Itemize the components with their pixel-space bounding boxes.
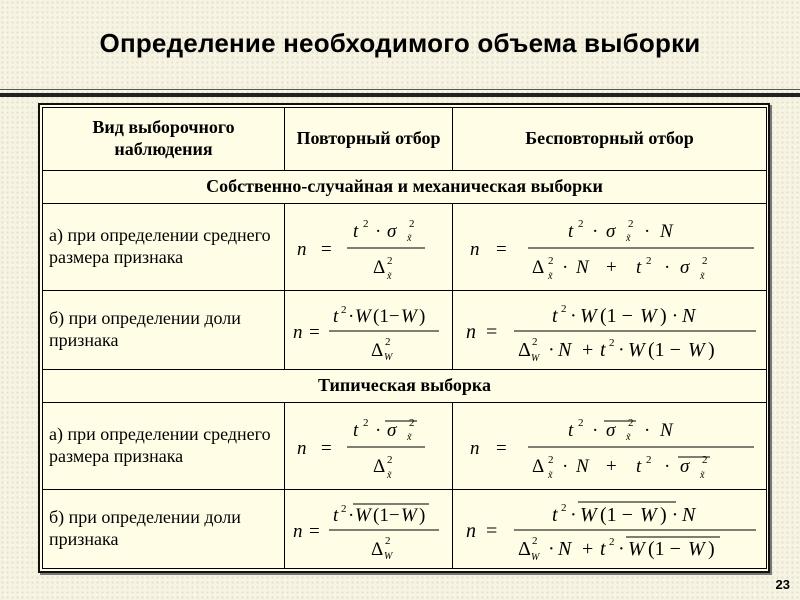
svg-text:Δ: Δ <box>517 339 531 361</box>
table-row <box>43 403 767 490</box>
svg-text:t: t <box>332 505 338 526</box>
table-header-row <box>43 108 767 171</box>
svg-text:2: 2 <box>386 255 392 267</box>
svg-text:(1 −: (1 − <box>647 538 681 560</box>
section-title-typical: Типическая выборка <box>43 370 767 403</box>
svg-text:W: W <box>383 551 392 562</box>
svg-text:t: t <box>567 420 573 441</box>
svg-text:N: N <box>575 456 589 477</box>
svg-text:+: + <box>581 538 593 560</box>
svg-text:x̃: x̃ <box>699 470 704 481</box>
svg-text:W: W <box>579 305 597 327</box>
svg-text:2: 2 <box>531 336 537 348</box>
svg-text:W: W <box>687 339 705 361</box>
section-row <box>43 370 767 403</box>
formula-typical-nonrepeat-mean-svg <box>460 406 760 486</box>
svg-text:σ: σ <box>386 221 396 242</box>
svg-text:W: W <box>530 552 539 563</box>
svg-text:σ: σ <box>605 221 615 242</box>
svg-text:2: 2 <box>408 417 414 429</box>
svg-text:+: + <box>581 339 593 361</box>
svg-text:n: n <box>465 520 476 542</box>
svg-text:(1 −: (1 − <box>647 339 681 361</box>
svg-text:σ: σ <box>679 456 689 477</box>
formula-nonrepeat-share-svg <box>460 294 760 366</box>
row-label: а) при определении среднего размера признака <box>43 204 285 291</box>
svg-text:N: N <box>681 305 695 327</box>
svg-text:2: 2 <box>701 255 707 267</box>
svg-text:+: + <box>605 257 617 278</box>
svg-text:x̃: x̃ <box>406 432 411 443</box>
svg-text:·: · <box>547 339 555 361</box>
svg-text:σ: σ <box>605 420 615 441</box>
svg-text:W: W <box>354 505 371 526</box>
header-repeat-selection: Повторный отбор <box>285 108 453 171</box>
svg-text:t: t <box>635 456 641 477</box>
svg-text:·: · <box>591 420 598 441</box>
svg-text:n: n <box>469 438 479 459</box>
svg-text:n: n <box>292 322 302 343</box>
svg-text:x̃: x̃ <box>547 271 552 282</box>
svg-text:x̃: x̃ <box>386 271 391 282</box>
svg-text:2: 2 <box>547 454 553 466</box>
svg-text:2: 2 <box>627 417 633 429</box>
svg-text:x̃: x̃ <box>699 271 704 282</box>
svg-text:): ) <box>707 538 715 560</box>
svg-text:·: · <box>561 257 568 278</box>
page-number: 23 <box>775 577 790 592</box>
svg-text:·: · <box>347 306 354 327</box>
svg-text:·: · <box>374 420 381 441</box>
header-nonrepeat-selection: Бесповторный отбор <box>453 108 767 171</box>
svg-text:=: = <box>320 239 332 260</box>
svg-text:2: 2 <box>645 454 651 466</box>
svg-text:·: · <box>643 420 650 441</box>
header-observation-type: Вид выборочного наблюдения <box>43 108 285 171</box>
svg-text:): ) <box>707 339 715 361</box>
svg-text:): ) <box>418 306 425 327</box>
svg-text:W: W <box>354 306 371 327</box>
svg-text:2: 2 <box>560 502 566 514</box>
row-label: б) при определении доли признака <box>43 490 285 569</box>
svg-text:=: = <box>320 438 332 459</box>
svg-text:W: W <box>687 538 705 560</box>
svg-text:) ·: ) · <box>659 305 678 327</box>
svg-text:t: t <box>599 538 606 560</box>
svg-text:2: 2 <box>627 218 633 230</box>
svg-text:t: t <box>551 504 558 526</box>
slide-title: Определение необходимого объема выборки <box>99 28 701 58</box>
formula-repeat-share-svg <box>289 294 449 366</box>
row-label: б) при определении доли признака <box>43 291 285 370</box>
svg-text:2: 2 <box>608 337 614 349</box>
svg-text:·: · <box>591 221 598 242</box>
formula-typical-repeat-mean <box>285 403 453 490</box>
svg-text:2: 2 <box>608 536 614 548</box>
svg-text:t: t <box>635 257 641 278</box>
svg-text:W: W <box>639 504 657 526</box>
svg-text:Δ: Δ <box>370 340 383 361</box>
svg-text:2: 2 <box>645 255 651 267</box>
formula-nonrepeat-mean-svg <box>460 207 760 287</box>
svg-text:x̃: x̃ <box>406 233 411 244</box>
formula-typical-nonrepeat-mean <box>453 403 767 490</box>
svg-text:·: · <box>643 221 650 242</box>
svg-text:σ: σ <box>679 257 689 278</box>
svg-text:t: t <box>332 306 338 327</box>
svg-text:W: W <box>579 504 597 526</box>
svg-text:n: n <box>296 239 306 260</box>
svg-text:2: 2 <box>386 454 392 466</box>
formula-repeat-mean <box>285 204 453 291</box>
svg-text:=: = <box>485 520 497 542</box>
svg-text:t: t <box>352 420 358 441</box>
svg-text:): ) <box>418 505 425 526</box>
formula-nonrepeat-mean <box>453 204 767 291</box>
svg-text:2: 2 <box>340 503 346 515</box>
svg-text:N: N <box>575 257 589 278</box>
svg-text:2: 2 <box>340 304 346 316</box>
svg-text:2: 2 <box>577 218 583 230</box>
svg-text:N: N <box>557 538 571 560</box>
svg-text:=: = <box>495 438 507 459</box>
sample-size-table <box>42 107 767 569</box>
svg-text:W: W <box>400 306 417 327</box>
formula-repeat-mean-svg <box>289 207 449 287</box>
svg-text:W: W <box>639 305 657 327</box>
svg-text:W: W <box>530 353 539 364</box>
svg-text:·: · <box>663 257 670 278</box>
formula-nonrepeat-share <box>453 291 767 370</box>
svg-text:Δ: Δ <box>531 456 544 477</box>
svg-text:t: t <box>551 305 558 327</box>
section-title-random: Собственно-случайная и механическая выборки <box>43 171 767 204</box>
svg-text:2: 2 <box>362 417 368 429</box>
svg-text:Δ: Δ <box>370 539 383 560</box>
svg-text:(1 −: (1 − <box>599 305 633 327</box>
formula-repeat-share <box>285 291 453 370</box>
svg-text:2: 2 <box>701 454 707 466</box>
svg-text:n: n <box>469 239 479 260</box>
formula-typical-repeat-mean-svg <box>289 406 449 486</box>
svg-text:) ·: ) · <box>659 504 678 526</box>
svg-text:=: = <box>308 521 320 542</box>
svg-text:N: N <box>659 221 673 242</box>
svg-text:n: n <box>465 321 476 343</box>
formula-typical-repeat-share-svg <box>289 493 449 565</box>
title-divider-thick <box>0 93 800 97</box>
formula-typical-nonrepeat-share-svg <box>460 493 760 565</box>
svg-text:=: = <box>308 322 320 343</box>
svg-text:Δ: Δ <box>531 257 544 278</box>
table-row <box>43 291 767 370</box>
svg-text:Δ: Δ <box>517 538 531 560</box>
svg-text:·: · <box>374 221 381 242</box>
svg-text:W: W <box>383 352 392 363</box>
row-label: а) при определении среднего размера признака <box>43 403 285 490</box>
svg-text:=: = <box>495 239 507 260</box>
svg-text:x̃: x̃ <box>386 470 391 481</box>
svg-text:t: t <box>599 339 606 361</box>
table-row <box>43 490 767 569</box>
svg-text:W: W <box>400 505 417 526</box>
svg-text:2: 2 <box>531 535 537 547</box>
svg-text:x̃: x̃ <box>625 432 630 443</box>
svg-text:·: · <box>569 305 577 327</box>
svg-text:·: · <box>617 538 625 560</box>
svg-text:2: 2 <box>362 218 368 230</box>
formula-typical-nonrepeat-share <box>453 490 767 569</box>
svg-text:W: W <box>627 339 645 361</box>
svg-text:(1−: (1− <box>372 505 400 526</box>
svg-text:Δ: Δ <box>372 257 385 278</box>
svg-text:=: = <box>485 321 497 343</box>
svg-text:t: t <box>567 221 573 242</box>
svg-text:σ: σ <box>386 420 396 441</box>
svg-text:N: N <box>681 504 695 526</box>
svg-text:x̃: x̃ <box>547 470 552 481</box>
svg-text:2: 2 <box>577 417 583 429</box>
svg-text:2: 2 <box>547 255 553 267</box>
svg-text:N: N <box>557 339 571 361</box>
title-divider-thin <box>0 89 800 90</box>
svg-text:·: · <box>561 456 568 477</box>
svg-text:·: · <box>547 538 555 560</box>
svg-text:2: 2 <box>408 218 414 230</box>
svg-text:(1−: (1− <box>372 306 400 327</box>
svg-text:2: 2 <box>384 535 390 547</box>
svg-text:2: 2 <box>560 303 566 315</box>
svg-text:+: + <box>605 456 617 477</box>
svg-text:·: · <box>569 504 577 526</box>
svg-text:(1 −: (1 − <box>599 504 633 526</box>
svg-text:·: · <box>663 456 670 477</box>
svg-text:·: · <box>347 505 354 526</box>
svg-text:n: n <box>296 438 306 459</box>
formula-table-frame <box>38 103 770 573</box>
svg-text:2: 2 <box>384 336 390 348</box>
svg-text:N: N <box>659 420 673 441</box>
svg-text:t: t <box>352 221 358 242</box>
svg-text:W: W <box>627 538 645 560</box>
svg-text:x̃: x̃ <box>625 233 630 244</box>
svg-text:·: · <box>617 339 625 361</box>
svg-text:n: n <box>292 521 302 542</box>
table-row <box>43 204 767 291</box>
section-row <box>43 171 767 204</box>
formula-typical-repeat-share <box>285 490 453 569</box>
svg-text:Δ: Δ <box>372 456 385 477</box>
